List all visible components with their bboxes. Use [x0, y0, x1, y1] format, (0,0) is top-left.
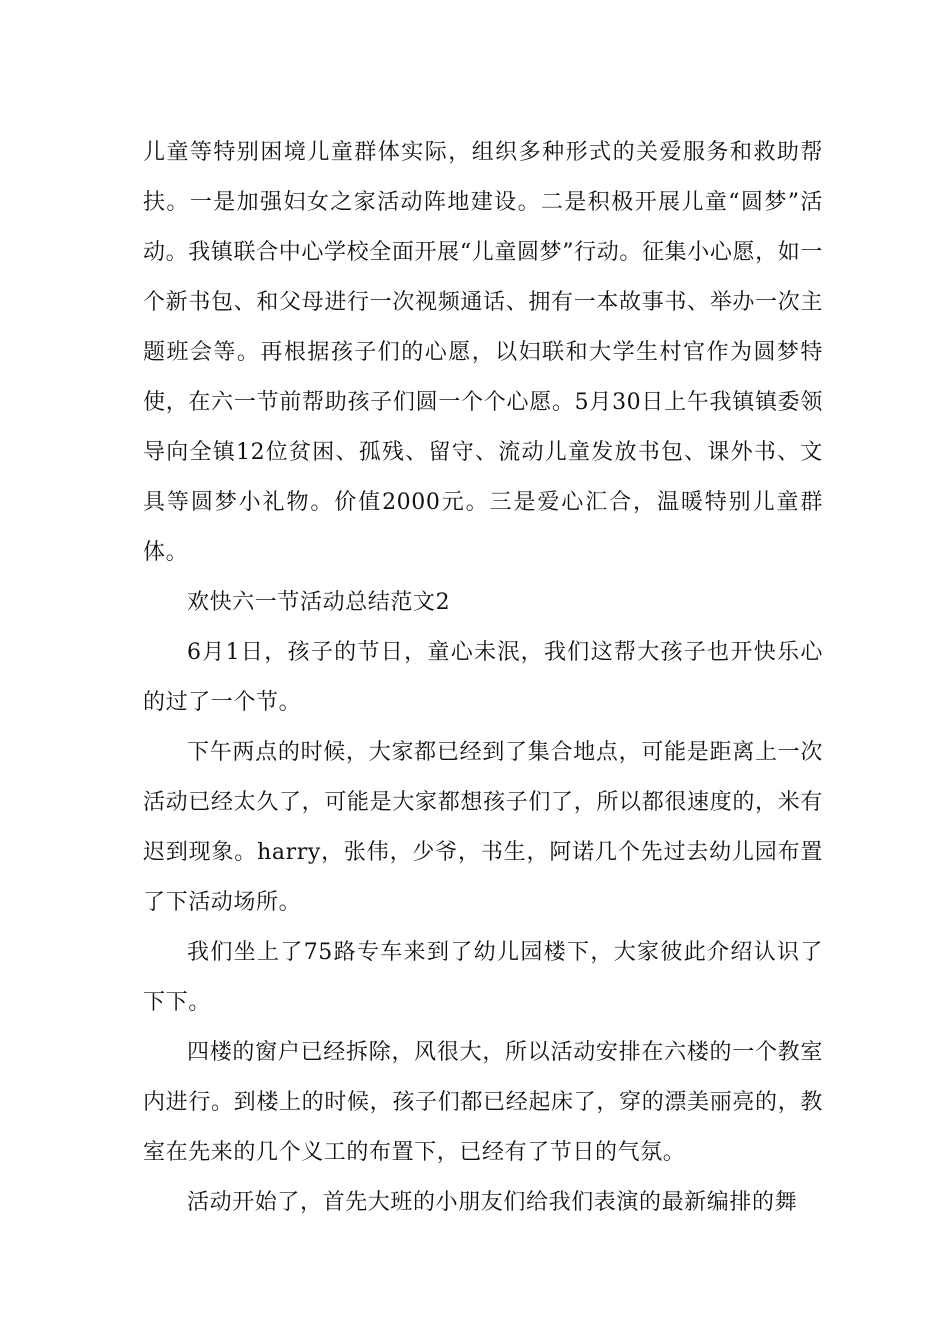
paragraph: 6月1日，孩子的节日，童心未泯，我们这帮大孩子也开快乐心的过了一个节。 [143, 640, 823, 715]
paragraph-continuation: 儿童等特别困境儿童群体实际，组织多种形式的关爱服务和救助帮扶。一是加强妇女之家活动阵地建设。二是积极开展儿童“圆梦”活动。我镇联合中心学校全面开展“儿童圆梦”行动。征集小心愿，如一个新书包、和父母进行一次视频通话、拥有一本故事书、举办一次主题班会等。再根据孩子们的心愿，以妇联和大学生村官作为圆梦特使，在六一节前帮助孩子们圆一个个心愿。5月30日上午我镇镇委领导向全镇12位贫困、孤残、留守、流动儿童发放书包、课外书、文具等圆梦小礼物。价值2000元。三是爱心汇合，温暖特别儿童群体。 [143, 140, 823, 565]
paragraph: 活动开始了，首先大班的小朋友们给我们表演的最新编排的舞 [187, 1190, 798, 1215]
document-body [143, 128, 823, 1228]
section-heading: 欢快六一节活动总结范文2 [187, 590, 451, 615]
paragraph: 我们坐上了75路专车来到了幼儿园楼下，大家彼此介绍认识了下下。 [143, 940, 823, 1015]
paragraph: 下午两点的时候，大家都已经到了集合地点，可能是距离上一次活动已经太久了，可能是大家都想孩子们了，所以都很速度的，米有迟到现象。harry，张伟，少爷，书生，阿诺几个先过去幼儿园布置了下活动场所。 [143, 740, 823, 915]
paragraph: 四楼的窗户已经拆除，风很大，所以活动安排在六楼的一个教室内进行。到楼上的时候，孩子们都已经起床了，穿的漂美丽亮的，教室在先来的几个义工的布置下，已经有了节日的气氛。 [143, 1040, 823, 1165]
